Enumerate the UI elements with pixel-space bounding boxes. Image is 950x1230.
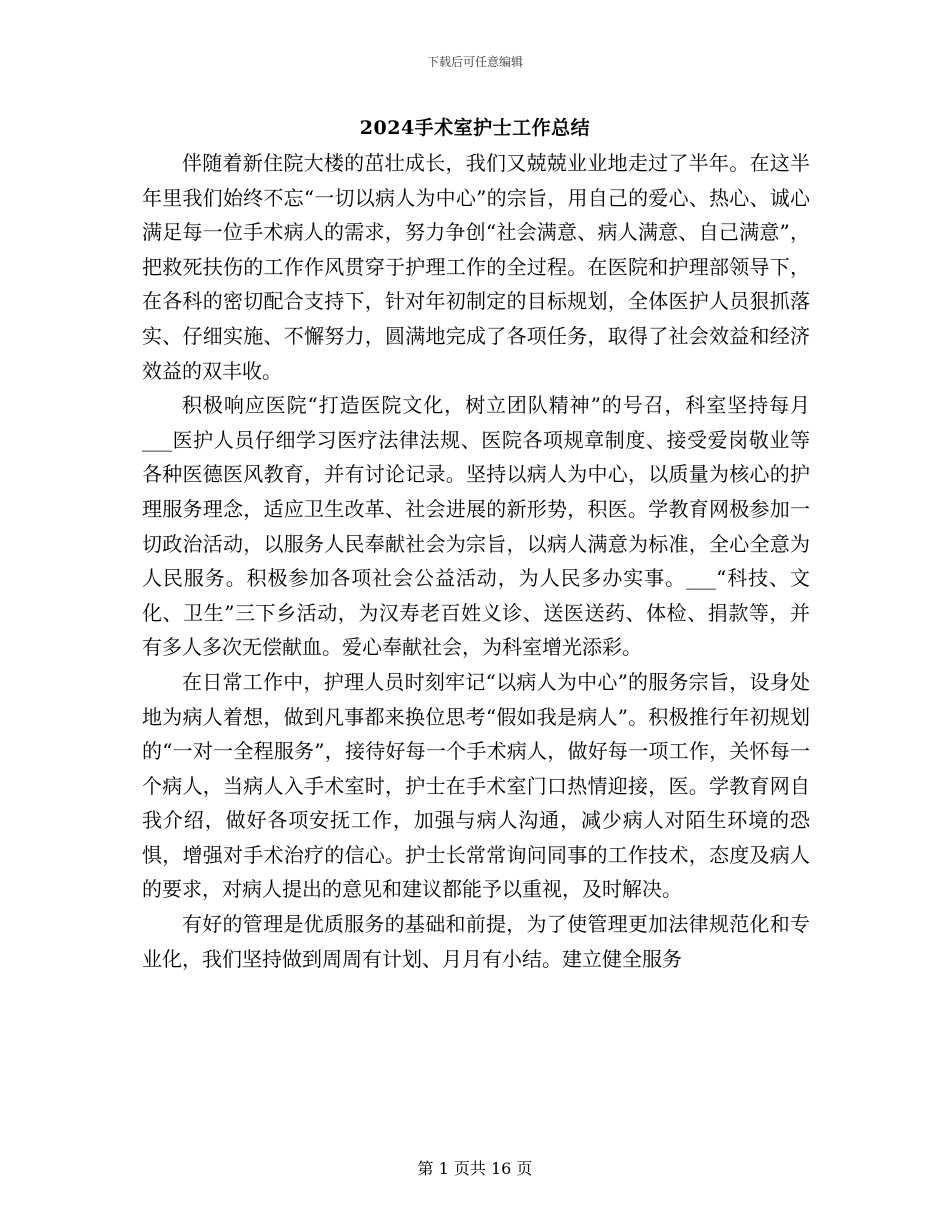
page-header: 下载后可任意编辑 <box>426 55 523 69</box>
page-footer: 第 1 页共 16 页 <box>417 1159 533 1178</box>
document-body <box>142 146 810 976</box>
paragraph-4: 有好的管理是优质服务的基础和前提，为了使管理更加法律规范化和专业化，我们坚持做到周周有计划、月月有小结。建立健全服务 <box>142 912 810 971</box>
paragraph-3: 在日常工作中，护理人员时刻牢记“以病人为中心”的服务宗旨，设身处地为病人着想，做到凡事都来换位思考“假如我是病人”。积极推行年初规划的“一对一全程服务”，接待好每一个手术病人，做好每一项工作，关怀每一个病人，当病人入手术室时，护士在手术室门口热情迎接，医。学教育网自我介绍，做好各项安抚工作，加强与病人沟通，减少病人对陌生环境的恐惧，增强对手术治疗的信心。护士长常常询问同事的工作技术，态度及病人的要求，对病人提出的意见和建议都能予以重视，及时解决。 <box>142 669 810 902</box>
paragraph-1: 伴随着新住院大楼的茁壮成长，我们又兢兢业业地走过了半年。在这半年里我们始终不忘“一切以病人为中心”的宗旨，用自己的爱心、热心、诚心满足每一位手术病人的需求，努力争创“社会满意、病人满意、自己满意”，把救死扶伤的工作作风贯穿于护理工作的全过程。在医院和护理部领导下，在各科的密切配合支持下，针对年初制定的目标规划，全体医护人员狠抓落实、仔细实施、不懈努力，圆满地完成了各项任务，取得了社会效益和经济效益的双丰收。 <box>142 151 810 383</box>
paragraph-2: 积极响应医院“打造医院文化，树立团队精神”的号召，科室坚持每月___医护人员仔细学习医疗法律法规、医院各项规章制度、接受爱岗敬业等各种医德医风教育，并有讨论记录。坚持以病人为中心，以质量为核心的护理服务理念，适应卫生改革、社会进展的新形势，积医。学教育网极参加一切政治活动，以服务人民奉献社会为宗旨，以病人满意为标准，全心全意为人民服务。积极参加各项社会公益活动，为人民多办实事。___“科技、文化、卫生”三下乡活动，为汉寿老百姓义诊、送医送药、体检、捐款等，并有多人多次无偿献血。爱心奉献社会，为科室增光添彩。 <box>142 393 810 660</box>
document-title: 2024手术室护士工作总结 <box>359 117 591 139</box>
